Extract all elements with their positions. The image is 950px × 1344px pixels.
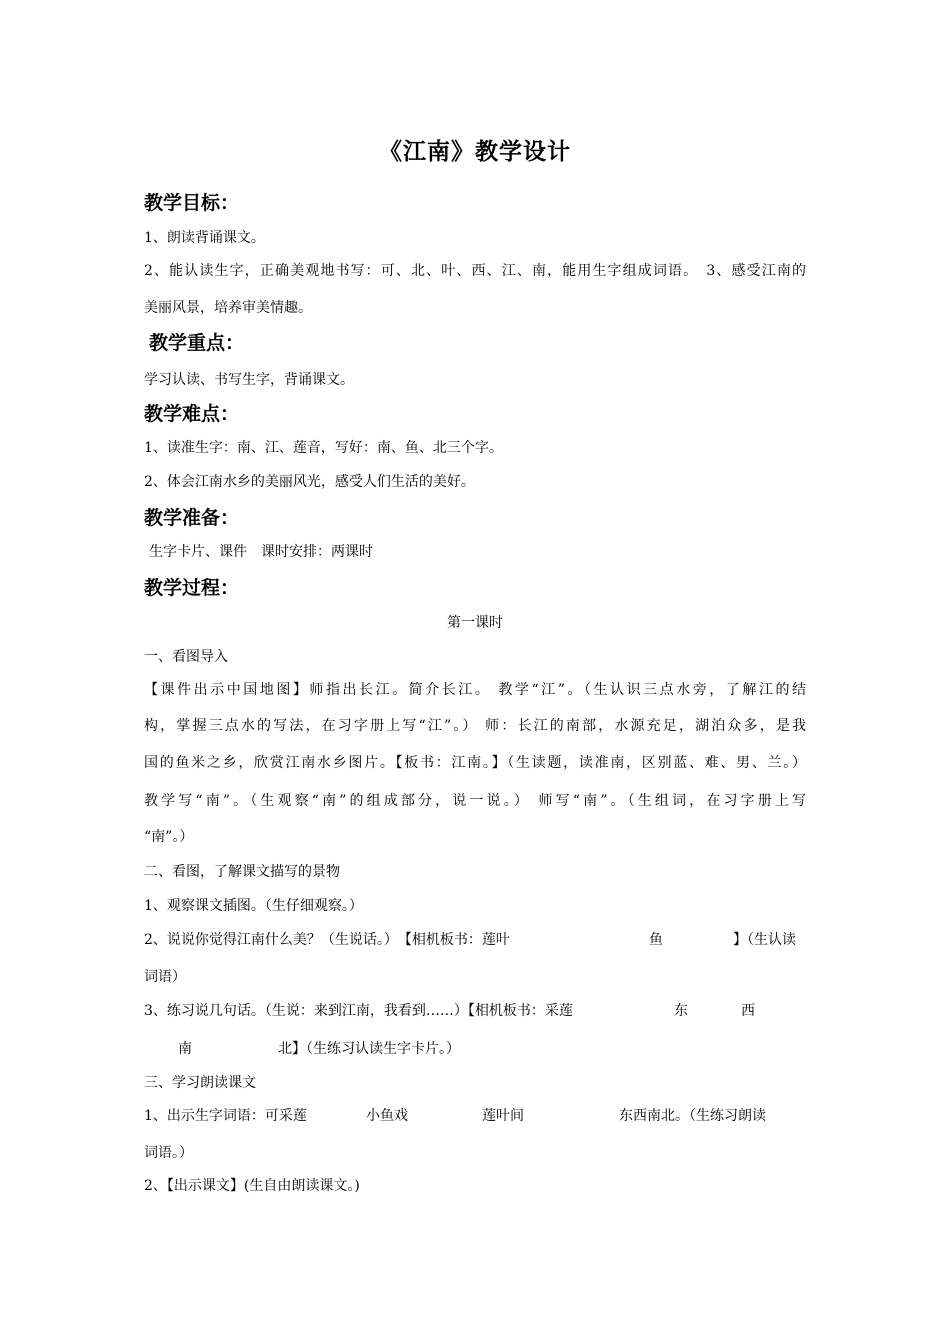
section-1-title: 一、看图导入 <box>144 649 228 665</box>
section-2-item-1: 1、观察课文插图。（生仔细观察。） <box>144 898 363 914</box>
section-3-item-1-part-d: 东西南北。（生练习朗读 <box>619 1108 766 1124</box>
section-3-item-1-part-b: 小鱼戏 <box>366 1108 408 1124</box>
document-title: 《江南》教学设计 <box>379 139 571 165</box>
section-1-paragraph-line-3: 国的鱼米之乡，欣赏江南水乡图片。【板书：江南。】（生读题，读准南，区别蓝、难、男、兰。） <box>144 755 806 771</box>
section-2-item-2-part-b: 鱼 <box>649 932 663 948</box>
goals-line-3: 美丽风景，培养审美情趣。 <box>144 300 312 316</box>
section-2-item-3-part-b: 东 <box>674 1003 688 1019</box>
section-3-item-1-part-a: 1、出示生字词语：可采莲 <box>144 1108 307 1124</box>
section-2-item-3-part-e: 北】（生练习认读生字卡片。） <box>278 1041 460 1057</box>
preparation-heading: 教学准备： <box>144 507 240 529</box>
section-2-item-2-part-c: 】（生认读 <box>733 932 796 948</box>
section-1-paragraph-line-2: 构，掌握三点水的写法，在习字册上写“江”。） 师：长江的南部，水源充足，湖泊众多，是我 <box>144 718 806 734</box>
section-1-paragraph-line-5: “南”。） <box>144 829 194 845</box>
section-3-item-2: 2、【出示课文】(生自由朗读课文。) <box>144 1178 360 1194</box>
process-heading: 教学过程： <box>144 577 240 599</box>
goals-heading: 教学目标： <box>144 192 240 214</box>
difficulties-line-1: 1、读准生字：南、江、莲音，写好：南、鱼、北三个字。 <box>144 440 503 456</box>
key-points-line-1: 学习认读、书写生字，背诵课文。 <box>144 372 354 388</box>
section-3-item-1-part-e: 词语。） <box>144 1145 193 1161</box>
section-1-paragraph-line-4: 教学写“南”。（生观察“南”的组成部分，说一说。） 师写“南”。（生组词，在习字册上写 <box>144 793 806 809</box>
difficulties-heading: 教学难点： <box>144 403 240 425</box>
section-3-title: 三、学习朗读课文 <box>144 1075 256 1091</box>
section-2-item-2-part-d: 词语） <box>144 969 186 985</box>
difficulties-line-2: 2、体会江南水乡的美丽风光，感受人们生活的美好。 <box>144 474 475 490</box>
section-2-item-3-part-d: 南 <box>178 1041 192 1057</box>
section-2-title: 二、看图，了解课文描写的景物 <box>144 864 340 880</box>
section-2-item-2-part-a: 2、说说你觉得江南什么美？（生说话。） 【相机板书：莲叶 <box>144 932 510 948</box>
key-points-heading: 教学重点： <box>149 332 245 354</box>
lesson-label: 第一课时 <box>447 615 503 631</box>
goals-line-1: 1、朗读背诵课文。 <box>144 230 265 246</box>
section-2-item-3-part-a: 3、练习说几句话。（生说：来到江南，我看到……）【相机板书：采莲 <box>144 1003 573 1019</box>
section-1-paragraph-line-1: 【课件出示中国地图】师指出长江。简介长江。 教学“江”。（生认识三点水旁，了解江的结 <box>144 682 806 698</box>
goals-line-2: 2、能认读生字，正确美观地书写：可、北、叶、西、江、南，能用生字组成词语。 3、感受江南的 <box>144 263 806 279</box>
preparation-line-1: 生字卡片、课件 课时安排：两课时 <box>149 544 373 560</box>
section-2-item-3-part-c: 西 <box>741 1003 755 1019</box>
section-3-item-1-part-c: 莲叶间 <box>482 1108 524 1124</box>
